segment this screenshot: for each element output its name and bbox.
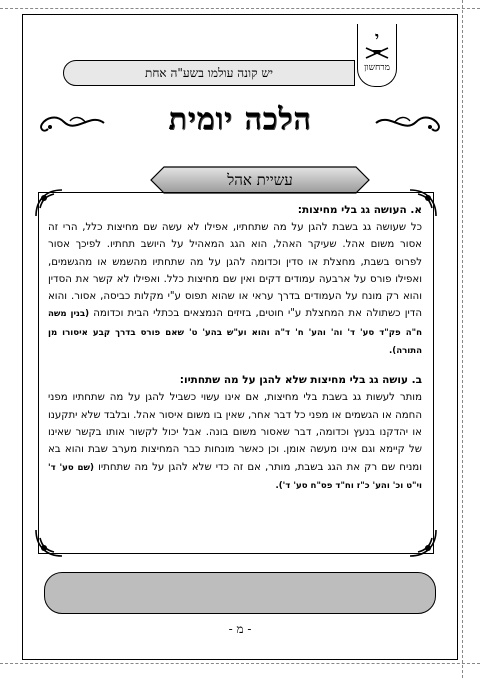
title-area <box>22 100 458 140</box>
tagline-text: יש קונה עולמו בשע"ה אחת <box>145 65 273 80</box>
tagline-banner <box>63 60 355 86</box>
halacha-text <box>48 204 422 495</box>
paragraph-1-source: (בנין משה ח"ה פק"ד סע' ד' וה' והע' ח' ד"ה והוא וע"ש בהע' ט' שאם פורס בדרך קבע איסורו מן התורה). <box>48 309 422 357</box>
section-title: עשיית אהל <box>227 170 293 189</box>
flourish-right-icon <box>374 110 444 136</box>
cut-line-bottom <box>0 663 480 664</box>
paragraph-2-heading: ב. עושה גג בלי מחיצות שלא להגן על מה שתחתיו: <box>179 374 422 387</box>
paragraph-2-body <box>48 389 422 495</box>
date-month: מרחשון <box>363 63 391 73</box>
date-tab <box>357 24 397 87</box>
cut-line-right <box>462 0 463 678</box>
header <box>27 4 447 94</box>
page-number: - מ - <box>228 622 252 636</box>
paragraph-1-text: כל שעושה גג בשבת להגן על מה שתחתיו, אפילו לא עשה שם מחיצות כלל, הרי זה אסור משום אהל. שעיקר האהל, הוא הגג המאהיל על היושב תחתיו. לפיכך אסור לפרוס בשבת, מחצלת או סדין וכדומה להגן על מה שתחתיו מהשמש או מהגשמים, ואפילו פורס על ארבעה עמודים דקים ואין שם מחיצות כלל. ואפילו לא קשר את הסדין והוא רק מונח על העמודים בדרך עראי או שהוא תפוס ע"י מקלות כביסה, אסור. והוא הדין כשתולה את המחצלת ע"י חוטים, בזיזים הנמצאים בכתלי הבית וכדומה <box>48 222 422 320</box>
paragraph-2-text: מותר לעשות גג בשבת בלי מחיצות, אם אינו עשוי כשביל להגן על מה שתחתיו מפני החמה או הגשמים או מפני כל דבר אחר, שאין בו משום איסור אהל. ובלבד שלא יתקענו או יהדקנו בנעץ וכדומה, דבר שאסור משום בונה. אבל יכול לקשור אותו בקשר שאינו של קיימא וגם אינו מעשה אומן. וכן כאשר מונחות כבר המחיצות מערב שבת והוא בא ומניח שם רק את הגג בשבת, מותר, אם זה כדי שלא להגן על מה שתחתיו <box>48 392 422 473</box>
date-number: י <box>374 28 380 47</box>
corner-ornament-icon <box>32 526 66 560</box>
paragraph-1-heading: א. העושה גג בלי מחיצות: <box>297 204 422 216</box>
section-banner <box>150 166 370 194</box>
kiddush-cup-icon <box>364 46 390 60</box>
paragraph-2-source: (שם סע' ד' וי"ט וכ' והע' כ"ז וח"ד פס"ח סע' ד'). <box>48 462 422 491</box>
paragraph-1-body <box>48 219 422 360</box>
corner-ornament-icon <box>406 526 440 560</box>
footer-bar <box>44 572 436 614</box>
paragraph-gap <box>48 360 422 374</box>
page-title: הלכה יומית <box>168 102 312 137</box>
